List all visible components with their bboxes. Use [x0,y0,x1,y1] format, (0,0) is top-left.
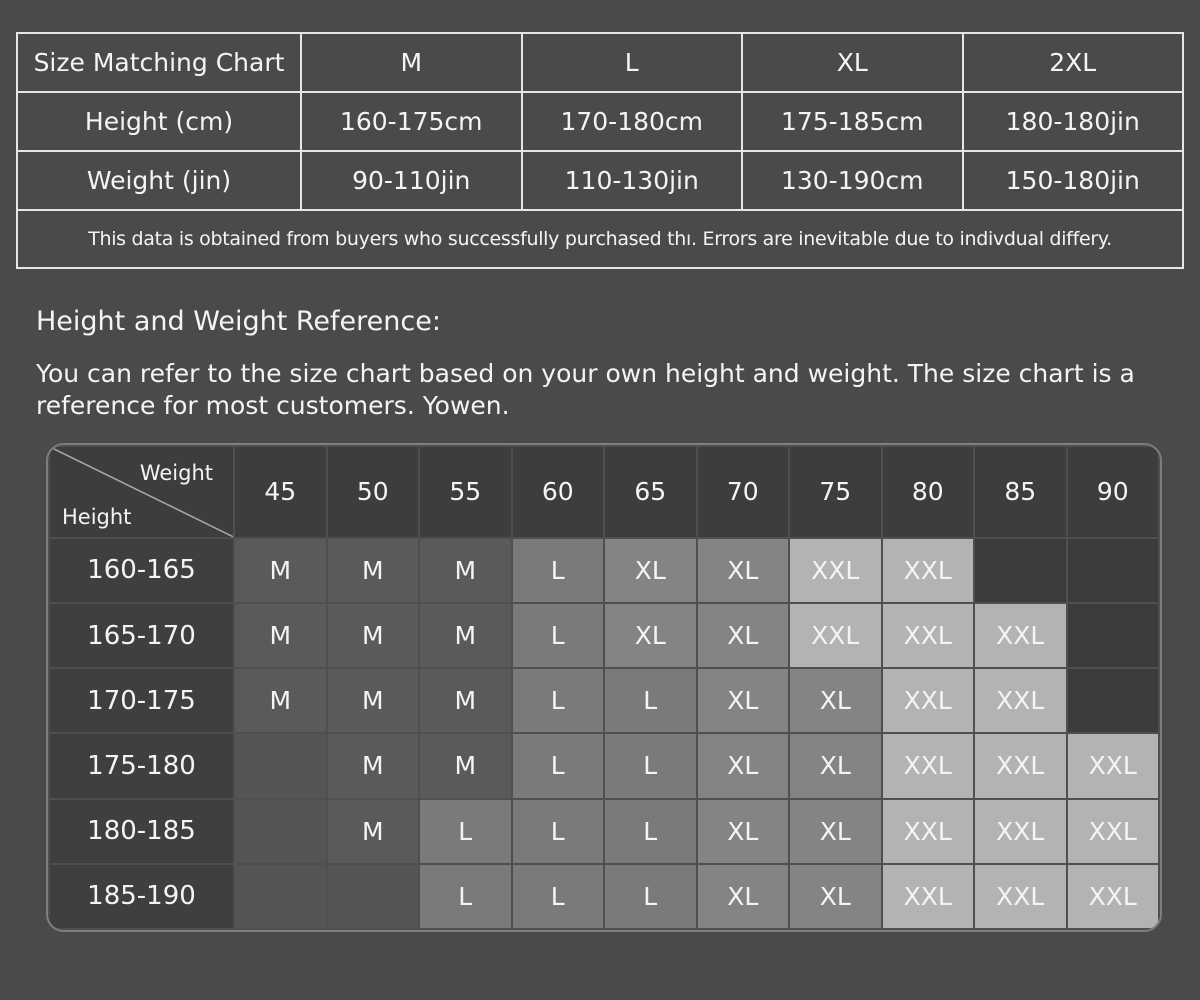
size-cell [1067,603,1160,668]
size-cell: M [327,538,420,603]
size-cell: L [419,799,512,864]
size-cell [974,538,1067,603]
disclaimer-note: This data is obtained from buyers who successfully purchased thı. Errors are inevitable due to indivdual differy. [17,210,1183,268]
weight-row-label: Weight (jin) [17,151,301,210]
size-cell: XL [789,733,882,798]
height-xl: 175-185cm [742,92,963,151]
size-cell: XXL [974,864,1067,929]
size-cell: XXL [1067,864,1160,929]
height-row-160-165 [49,538,1159,603]
size-cell [1067,538,1160,603]
size-cell: L [512,603,605,668]
size-cell: M [419,538,512,603]
size-header-l: L [522,33,743,92]
corner-weight-label: Weight [139,461,213,485]
size-cell: L [419,864,512,929]
size-cell: XXL [1067,733,1160,798]
size-cell: XXL [974,603,1067,668]
size-cell: M [234,603,327,668]
size-cell: M [327,733,420,798]
height-range-label: 170-175 [49,668,234,733]
note-row [17,210,1183,268]
weight-2xl: 150-180jin [963,151,1184,210]
height-row-165-170 [49,603,1159,668]
size-cell: L [512,864,605,929]
height-row-185-190 [49,864,1159,929]
size-cell: L [512,538,605,603]
size-cell [234,864,327,929]
size-cell: M [327,668,420,733]
height-row-180-185 [49,799,1159,864]
size-cell: L [604,799,697,864]
weight-header-cell: 90 [1067,446,1160,538]
size-cell: L [512,733,605,798]
size-cell: XXL [789,538,882,603]
height-row-175-180 [49,733,1159,798]
size-cell: XL [697,603,790,668]
size-cell: XXL [974,668,1067,733]
weight-header-cell: 50 [327,446,420,538]
size-cell [234,799,327,864]
size-cell: XL [697,864,790,929]
size-cell: XL [789,668,882,733]
height-weight-table [48,445,1160,930]
weight-header-cell: 75 [789,446,882,538]
height-range-label: 165-170 [49,603,234,668]
size-cell: M [419,733,512,798]
weight-header-row [49,446,1159,538]
size-cell: L [512,668,605,733]
weight-m: 90-110jin [301,151,522,210]
size-cell: XXL [882,799,975,864]
size-matching-table [16,32,1184,269]
size-table-title: Size Matching Chart [17,33,301,92]
weight-header-cell: 45 [234,446,327,538]
size-header-m: M [301,33,522,92]
height-range-label: 160-165 [49,538,234,603]
height-weight-grid [46,443,1162,932]
height-range-label: 175-180 [49,733,234,798]
size-cell [234,733,327,798]
size-header-row [17,33,1183,92]
size-cell [327,864,420,929]
reference-description: You can refer to the size chart based on your own height and weight. The size chart is a reference for most customers. Yowen. [36,359,1135,420]
size-cell: XXL [1067,799,1160,864]
size-cell: XL [697,668,790,733]
weight-header-cell: 60 [512,446,605,538]
size-cell: XL [789,864,882,929]
height-row [17,92,1183,151]
size-cell: XXL [974,799,1067,864]
size-cell: XL [697,538,790,603]
size-cell: XXL [882,733,975,798]
size-cell: L [604,864,697,929]
size-cell: XL [604,603,697,668]
weight-header-cell: 55 [419,446,512,538]
weight-l: 110-130jin [522,151,743,210]
height-2xl: 180-180jin [963,92,1184,151]
height-row-label: Height (cm) [17,92,301,151]
height-range-label: 185-190 [49,864,234,929]
size-cell: XXL [882,668,975,733]
height-m: 160-175cm [301,92,522,151]
size-cell: L [604,668,697,733]
weight-header-cell: 80 [882,446,975,538]
height-row-170-175 [49,668,1159,733]
size-cell: M [234,538,327,603]
size-cell: XXL [789,603,882,668]
height-range-label: 180-185 [49,799,234,864]
size-cell: XXL [974,733,1067,798]
size-cell: XL [604,538,697,603]
corner-height-label: Height [62,504,132,529]
size-cell: XL [697,733,790,798]
size-cell: XL [789,799,882,864]
size-header-xl: XL [742,33,963,92]
size-cell: M [419,668,512,733]
size-header-2xl: 2XL [963,33,1184,92]
weight-header-cell: 65 [604,446,697,538]
weight-header-cell: 85 [974,446,1067,538]
reference-title: Height and Weight Reference: [36,306,441,337]
size-cell: M [234,668,327,733]
size-cell: M [327,603,420,668]
size-cell: XL [697,799,790,864]
size-cell: M [419,603,512,668]
height-l: 170-180cm [522,92,743,151]
size-cell: L [512,799,605,864]
grid-corner [49,446,234,538]
weight-row [17,151,1183,210]
size-cell: XXL [882,603,975,668]
size-cell: L [604,733,697,798]
size-cell: XXL [882,538,975,603]
size-cell [1067,668,1160,733]
weight-header-cell: 70 [697,446,790,538]
size-cell: M [327,799,420,864]
weight-xl: 130-190cm [742,151,963,210]
size-cell: XXL [882,864,975,929]
